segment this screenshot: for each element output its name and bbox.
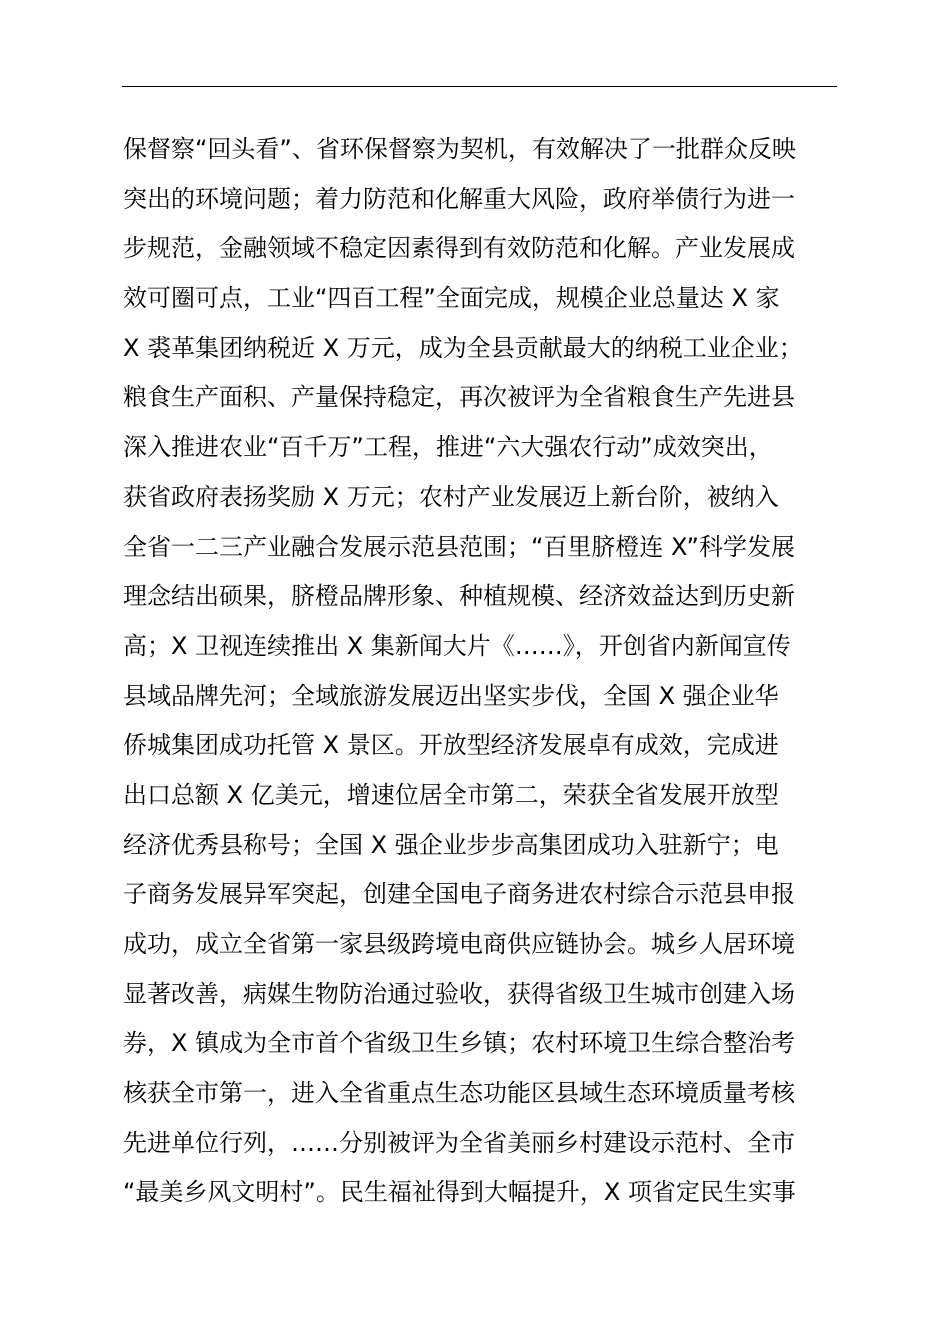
text-line: 理念结出硕果，脐橙品牌形象、种植规模、经济效益达到历史新 — [123, 582, 795, 611]
text-line: 深入推进农业“百千万”工程，推进“六大强农行动”成效突出， — [123, 433, 773, 462]
text-line: 经济优秀县称号；全国 X 强企业步步高集团成功入驻新宁；电 — [123, 830, 779, 859]
text-line: 先进单位行列，……分别被评为全省美丽乡村建设示范村、全市 — [123, 1128, 795, 1157]
text-line: 效可圈可点，工业“四百工程”全面完成，规模企业总量达 X 家 — [123, 284, 780, 313]
header-rule — [122, 86, 837, 87]
text-line: X 裘革集团纳税近 X 万元，成为全县贡献最大的纳税工业企业； — [123, 333, 803, 362]
text-line: 显著改善，病媒生物防治通过验收，获得省级卫生城市创建入场 — [123, 979, 795, 1008]
body-text — [123, 125, 843, 1218]
text-line: 全省一二三产业融合发展示范县范围；“百里脐橙连 X”科学发展 — [123, 532, 795, 561]
text-line: 子商务发展异军突起，创建全国电子商务进农村综合示范县申报 — [123, 880, 795, 909]
text-line: “最美乡风文明村”。民生福祉得到大幅提升，X 项省定民生实事 — [123, 1178, 796, 1207]
text-line: 保督察“回头看”、省环保督察为契机，有效解决了一批群众反映 — [123, 135, 796, 163]
text-line: 侨城集团成功托管 X 景区。开放型经济发展卓有成效，完成进 — [123, 731, 779, 760]
text-line: 获省政府表扬奖励 X 万元；农村产业发展迈上新台阶，被纳入 — [123, 482, 779, 511]
text-line: 高；X 卫视连续推出 X 集新闻大片《……》，开创省内新闻宣传 — [123, 631, 791, 660]
text-line: 成功，成立全省第一家县级跨境电商供应链协会。城乡人居环境 — [123, 930, 795, 958]
text-line: 突出的环境问题；着力防范和化解重大风险，政府举债行为进一 — [123, 184, 795, 213]
text-line: 步规范，金融领域不稳定因素得到有效防范和化解。产业发展成 — [123, 234, 795, 263]
text-line: 核获全市第一，进入全省重点生态功能区县域生态环境质量考核 — [123, 1079, 795, 1108]
text-line: 粮食生产面积、产量保持稳定，再次被评为全省粮食生产先进县 — [123, 383, 795, 412]
text-line: 出口总额 X 亿美元，增速位居全市第二，荣获全省发展开放型 — [123, 780, 779, 809]
text-line: 县域品牌先河；全域旅游发展迈出坚实步伐，全国 X 强企业华 — [123, 681, 779, 710]
text-line: 券，X 镇成为全市首个省级卫生乡镇；农村环境卫生综合整治考 — [123, 1029, 796, 1058]
